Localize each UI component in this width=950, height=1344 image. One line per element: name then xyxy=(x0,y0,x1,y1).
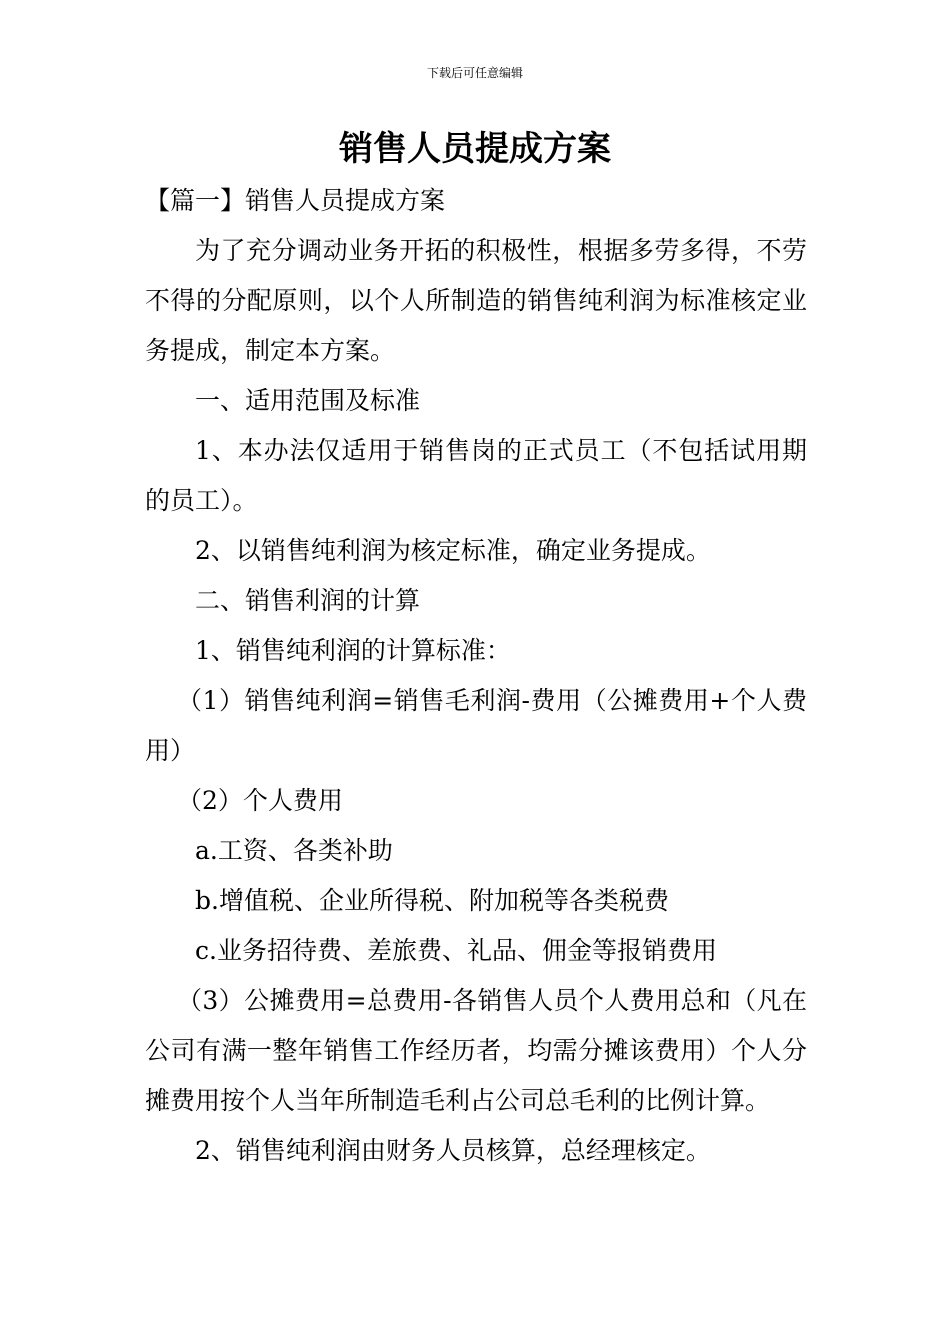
body-paragraph: 为了充分调动业务开拓的积极性，根据多劳多得，不劳不得的分配原则，以个人所制造的销售纯利润为标准核定业务提成，制定本方案。 xyxy=(145,236,807,365)
document-body xyxy=(145,176,807,1176)
body-paragraph: 1、本办法仅适用于销售岗的正式员工（不包括试用期的员工）。 xyxy=(145,436,807,515)
section-heading: 一、适用范围及标准 xyxy=(195,386,421,415)
list-item: c.业务招待费、差旅费、礼品、佣金等报销费用 xyxy=(195,936,717,965)
body-paragraph: 2、以销售纯利润为核定标准，确定业务提成。 xyxy=(195,536,711,565)
section-heading: 二、销售利润的计算 xyxy=(195,586,421,615)
body-paragraph: （1）销售纯利润=销售毛利润-费用（公摊费用+个人费用） xyxy=(145,686,807,765)
body-paragraph: 2、销售纯利润由财务人员核算，总经理核定。 xyxy=(195,1136,711,1165)
body-paragraph: （3）公摊费用=总费用-各销售人员个人费用总和（凡在公司有满一整年销售工作经历者，均需分摊该费用）个人分摊费用按个人当年所制造毛利占公司总毛利的比例计算。 xyxy=(145,986,807,1115)
section-heading: 【篇一】销售人员提成方案 xyxy=(145,186,446,215)
body-paragraph: 1、销售纯利润的计算标准： xyxy=(195,636,511,665)
header-note: 下载后可任意编辑 xyxy=(426,66,523,80)
document-title: 销售人员提成方案 xyxy=(339,129,611,169)
body-paragraph: （2）个人费用 xyxy=(177,786,343,815)
list-item: b.增值税、企业所得税、附加税等各类税费 xyxy=(195,886,669,915)
list-item: a.工资、各类补助 xyxy=(195,836,393,865)
